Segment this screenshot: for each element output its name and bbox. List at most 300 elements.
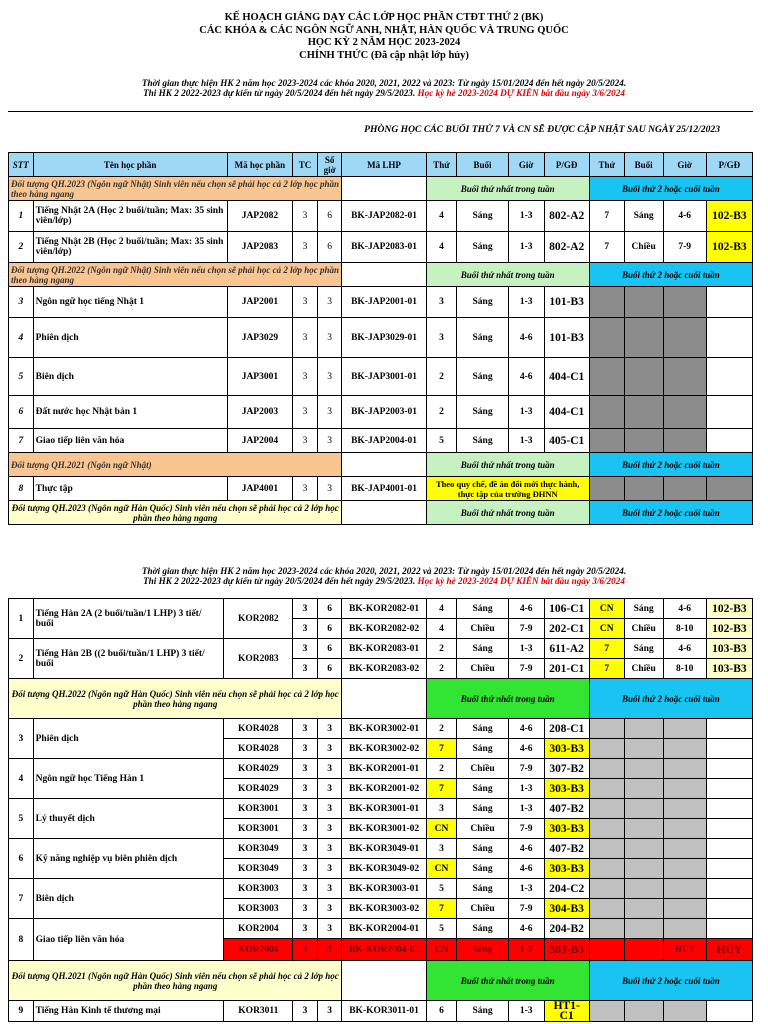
second-session-label: Buổi thứ 2 hoặc cuối tuần: [589, 263, 752, 287]
col-header: Thứ: [589, 153, 624, 177]
period-cell: 1-3: [508, 939, 544, 961]
room-cell: 102-B3: [706, 201, 752, 232]
course-code-cell: KOR2082: [224, 599, 293, 639]
class-code-cell: BK-JAP3001-01: [342, 358, 426, 396]
empty-cell: [624, 739, 663, 759]
col-header: TC: [293, 153, 318, 177]
group-label: Đối tượng QH.2023 (Ngôn ngữ Nhật) Sinh viên nếu chọn sẽ phải học cả 2 lớp học phần theo hàng ngang: [9, 177, 342, 201]
day-cell: 2: [426, 659, 457, 679]
credit-cell: 3: [293, 759, 318, 779]
session-cell: Sáng: [457, 799, 508, 819]
room-cell: 204-C2: [544, 879, 589, 899]
empty-cell: [624, 799, 663, 819]
table-row: [9, 719, 753, 739]
room-cell: 802-A2: [544, 201, 589, 232]
day-cell: 2: [426, 759, 457, 779]
course-code-cell: JAP3029: [227, 318, 293, 358]
group-label: Đối tượng QH.2023 (Ngôn ngữ Hàn Quốc) Sinh viên nếu chọn sẽ phải học cả 2 lớp học phần theo hàng ngang: [9, 501, 342, 525]
hours-cell: 6: [317, 232, 342, 263]
class-code-cell: BK-JAP4001-01: [342, 477, 426, 501]
course-name-cell: Phiên dịch: [33, 719, 224, 759]
empty-cell: [342, 961, 426, 1001]
class-code-cell: BK-KOR3001-02: [342, 819, 426, 839]
class-code-cell: BK-KOR3002-02: [342, 739, 426, 759]
session-cell: Sáng: [457, 358, 508, 396]
day-cell: 2: [426, 358, 457, 396]
info-exam-text: Thi HK 2 2022-2023 dự kiến từ ngày 20/5/2024 đến hết ngày 29/5/2023.: [143, 88, 418, 98]
empty-cell: [663, 899, 706, 919]
session-cell: Sáng: [457, 639, 508, 659]
empty-cell: [706, 759, 752, 779]
course-code-cell: JAP2001: [227, 287, 293, 318]
info-line-2: [0, 88, 768, 98]
period-cell: 1-3: [508, 396, 544, 429]
empty-cell: [663, 819, 706, 839]
hours-cell: 3: [317, 779, 342, 799]
course-name-cell: Giao tiếp liên văn hóa: [33, 429, 227, 453]
empty-cell: [663, 318, 706, 358]
class-code-cell: BK-KOR2004-01: [342, 919, 426, 939]
header-line-1: KẾ HOẠCH GIẢNG DẠY CÁC LỚP HỌC PHẦN CTĐT THỨ 2 (BK): [224, 12, 544, 23]
table-row: [9, 759, 753, 779]
stt-cell: 9: [9, 1001, 34, 1022]
internship-note: Theo quy chế, đề án đổi mới thực hành, thực tập của trường ĐHNN: [426, 477, 589, 501]
hours-cell: 6: [317, 619, 342, 639]
empty-cell: [589, 779, 624, 799]
session-cell: Chiều: [457, 819, 508, 839]
class-code-cell: BK-KOR3003-02: [342, 899, 426, 919]
hours-cell: 3: [317, 287, 342, 318]
course-code-cell: KOR4029: [224, 759, 293, 779]
hours-cell: 3: [317, 859, 342, 879]
table-row: [9, 639, 753, 659]
course-name-cell: Biên dịch: [33, 879, 224, 919]
divider: [8, 111, 753, 112]
class-code-cell: BK-KOR2001-01: [342, 759, 426, 779]
credit-cell: 3: [293, 1001, 318, 1022]
stt-cell: 3: [9, 719, 34, 759]
table-row: [9, 1001, 753, 1022]
stt-cell: 2: [9, 232, 34, 263]
col-header: Tên học phần: [33, 153, 227, 177]
period-cell: 7-9: [508, 899, 544, 919]
day-cell: 5: [426, 919, 457, 939]
empty-cell: [589, 879, 624, 899]
day-cell: 4: [426, 201, 457, 232]
day-cell: CN: [426, 819, 457, 839]
session-cell: Chiều: [457, 659, 508, 679]
empty-cell: [589, 358, 624, 396]
korean-schedule-table: [8, 598, 753, 1022]
session-cell: Sáng: [457, 429, 508, 453]
room-cell: 405-C1: [544, 429, 589, 453]
session-cell: Chiều: [457, 899, 508, 919]
empty-cell: [624, 779, 663, 799]
empty-cell: [663, 1001, 706, 1022]
period-cell: 4-6: [663, 639, 706, 659]
stt-cell: 6: [9, 839, 34, 879]
schedule-info-bottom: [0, 566, 768, 586]
empty-cell: [706, 429, 752, 453]
session-cell: Sáng: [457, 287, 508, 318]
empty-cell: [663, 477, 706, 501]
day-cell: 7: [426, 739, 457, 759]
day-cell: 5: [426, 429, 457, 453]
credit-cell: 3: [293, 719, 318, 739]
course-name-cell: Thực tập: [33, 477, 227, 501]
class-code-cell: BK-KOR2082-01: [342, 599, 426, 619]
room-cell: 102-B3: [706, 232, 752, 263]
room-cell: 802-A2: [544, 232, 589, 263]
class-code-cell: BK-JAP2083-01: [342, 232, 426, 263]
credit-cell: 3: [293, 232, 318, 263]
session-cell: Sáng: [457, 839, 508, 859]
table-row: [9, 358, 753, 396]
day-cell: CN: [589, 619, 624, 639]
period-cell: 4-6: [663, 201, 706, 232]
info-exam-text: Thi HK 2 2022-2023 dự kiến từ ngày 20/5/2024 đến hết ngày 29/5/2023.: [143, 576, 418, 586]
class-code-cell: BK-JAP2082-01: [342, 201, 426, 232]
hours-cell: 3: [317, 899, 342, 919]
course-code-cell: KOR2083: [224, 639, 293, 679]
period-cell: 7-9: [508, 819, 544, 839]
day-cell: 7: [426, 779, 457, 799]
credit-cell: 3: [293, 599, 318, 619]
hours-cell: 3: [317, 739, 342, 759]
col-header: Buổi: [624, 153, 663, 177]
second-session-label: Buổi thứ 2 hoặc cuối tuần: [589, 453, 752, 477]
table-row: [9, 232, 753, 263]
credit-cell: 3: [293, 287, 318, 318]
empty-cell: [706, 287, 752, 318]
empty-cell: [589, 477, 624, 501]
info-summer-text: Học kỳ hè 2023-2024 DỰ KIẾN bắt đầu ngày 3/6/2024: [417, 88, 625, 98]
empty-cell: [589, 919, 624, 939]
hours-cell: 3: [317, 477, 342, 501]
empty-cell: [589, 396, 624, 429]
day-cell: 3: [426, 839, 457, 859]
course-code-cell: KOR2004: [224, 919, 293, 939]
info-line-1: Thời gian thực hiện HK 2 năm học 2023-2024 các khóa 2020, 2021, 2022 và 2023: Từ ngày 15/01/2024 đến hết ngày 20/5/2024.: [141, 78, 627, 88]
empty-cell: [624, 919, 663, 939]
cancelled-cell: HỦY: [706, 939, 752, 961]
hours-cell: 3: [317, 799, 342, 819]
table-row: [9, 318, 753, 358]
room-cell: 204-B2: [544, 919, 589, 939]
day-cell: 4: [426, 619, 457, 639]
course-code-cell: JAP2004: [227, 429, 293, 453]
day-cell: 7: [589, 659, 624, 679]
stt-cell: 6: [9, 396, 34, 429]
course-code-cell: JAP2083: [227, 232, 293, 263]
credit-cell: 3: [293, 659, 318, 679]
room-cell: 303-B3: [544, 939, 589, 961]
session-cell: Sáng: [624, 639, 663, 659]
course-code-cell: KOR2004: [224, 939, 293, 961]
info-line-2: [0, 576, 768, 586]
period-cell: 1-3: [508, 429, 544, 453]
stt-cell: 7: [9, 429, 34, 453]
day-cell: 3: [426, 287, 457, 318]
course-code-cell: KOR4028: [224, 719, 293, 739]
period-cell: 8-10: [663, 619, 706, 639]
hours-cell: 6: [317, 639, 342, 659]
room-cell: 202-C1: [544, 619, 589, 639]
room-cell: 304-B3: [544, 899, 589, 919]
header-line-2: CÁC KHÓA & CÁC NGÔN NGỮ ANH, NHẬT, HÀN QUỐC VÀ TRUNG QUỐC: [199, 24, 569, 36]
room-cell: 303-B3: [544, 819, 589, 839]
credit-cell: 3: [293, 799, 318, 819]
room-cell: 208-C1: [544, 719, 589, 739]
course-name-cell: Giao tiếp liên văn hóa: [33, 919, 224, 961]
day-cell: 2: [426, 719, 457, 739]
period-cell: 1-3: [508, 799, 544, 819]
empty-cell: [706, 318, 752, 358]
col-header: Số giờ: [317, 153, 342, 177]
room-cell: 303-B3: [544, 739, 589, 759]
day-cell: 7: [426, 899, 457, 919]
course-code-cell: KOR3001: [224, 819, 293, 839]
room-cell: 103-B3: [706, 659, 752, 679]
empty-cell: [663, 396, 706, 429]
empty-cell: [624, 429, 663, 453]
table-row: [9, 287, 753, 318]
empty-cell: [706, 919, 752, 939]
hours-cell: 6: [317, 599, 342, 619]
class-code-cell: BK-KOR3049-01: [342, 839, 426, 859]
session-cell: Sáng: [457, 1001, 508, 1022]
course-code-cell: KOR3049: [224, 859, 293, 879]
course-name-cell: Ngôn ngữ học Tiếng Hàn 1: [33, 759, 224, 799]
course-name-cell: Phiên dịch: [33, 318, 227, 358]
day-cell: 2: [426, 639, 457, 659]
stt-cell: 8: [9, 919, 34, 961]
group-row: [9, 961, 753, 1001]
course-name-cell: Tiếng Hàn 2B ((2 buổi/tuần/1 LHP) 3 tiết/ buổi: [33, 639, 224, 679]
empty-cell: [663, 719, 706, 739]
course-code-cell: JAP2003: [227, 396, 293, 429]
empty-cell: [589, 287, 624, 318]
room-update-note: PHÒNG HỌC CÁC BUỔI THỨ 7 VÀ CN SẼ ĐƯỢC CẬP NHẬT SAU NGÀY 25/12/2023: [364, 124, 720, 135]
hours-cell: 6: [317, 201, 342, 232]
room-cell: 103-B3: [706, 639, 752, 659]
course-code-cell: KOR3003: [224, 899, 293, 919]
class-code-cell: BK-JAP3029-01: [342, 318, 426, 358]
day-cell: CN: [426, 859, 457, 879]
session-cell: Chiều: [624, 659, 663, 679]
table-header-row: [9, 153, 753, 177]
class-code-cell: BK-KOR3011-01: [342, 1001, 426, 1022]
session-cell: Sáng: [624, 599, 663, 619]
period-cell: 4-6: [508, 318, 544, 358]
room-cell: 201-C1: [544, 659, 589, 679]
empty-cell: [663, 799, 706, 819]
empty-cell: [706, 899, 752, 919]
empty-cell: [706, 859, 752, 879]
group-row: [9, 501, 753, 525]
credit-cell: 3: [293, 779, 318, 799]
stt-cell: 5: [9, 358, 34, 396]
session-cell: Sáng: [457, 318, 508, 358]
table-row: [9, 396, 753, 429]
empty-cell: [342, 501, 426, 525]
empty-cell: [706, 719, 752, 739]
col-header: Mã học phần: [227, 153, 293, 177]
room-cell: 101-B3: [544, 287, 589, 318]
hours-cell: 3: [317, 719, 342, 739]
empty-cell: [706, 477, 752, 501]
hours-cell: 3: [317, 396, 342, 429]
empty-cell: [706, 779, 752, 799]
hours-cell: 3: [317, 318, 342, 358]
col-header: Buổi: [457, 153, 508, 177]
empty-cell: [624, 939, 663, 961]
second-session-label: Buổi thứ 2 hoặc cuối tuần: [589, 177, 752, 201]
empty-cell: [663, 429, 706, 453]
empty-cell: [624, 318, 663, 358]
session-cell: Sáng: [457, 879, 508, 899]
day-cell: 3: [426, 799, 457, 819]
hours-cell: 6: [317, 659, 342, 679]
empty-cell: [589, 819, 624, 839]
header-line-4: CHÍNH THỨC (Đã cập nhật lớp hủy): [299, 49, 469, 61]
room-cell: 102-B3: [706, 599, 752, 619]
empty-cell: [663, 287, 706, 318]
col-header: STT: [9, 153, 34, 177]
empty-cell: [624, 759, 663, 779]
empty-cell: [342, 453, 426, 477]
room-cell: 407-B2: [544, 839, 589, 859]
table-row: [9, 429, 753, 453]
hours-cell: 3: [317, 358, 342, 396]
cancelled-cell: HUY: [663, 939, 706, 961]
period-cell: 1-3: [508, 1001, 544, 1022]
empty-cell: [624, 477, 663, 501]
empty-cell: [624, 839, 663, 859]
class-code-cell: BK-KOR2083-02: [342, 659, 426, 679]
course-code-cell: JAP2082: [227, 201, 293, 232]
day-cell: 4: [426, 599, 457, 619]
header-title: [0, 12, 768, 62]
col-header: P/GĐ: [706, 153, 752, 177]
stt-cell: 7: [9, 879, 34, 919]
session-cell: Chiều: [457, 759, 508, 779]
empty-cell: [589, 719, 624, 739]
empty-cell: [589, 759, 624, 779]
table-row: [9, 839, 753, 859]
credit-cell: 3: [293, 739, 318, 759]
empty-cell: [663, 759, 706, 779]
period-cell: 1-3: [508, 287, 544, 318]
course-name-cell: Lý thuyết dịch: [33, 799, 224, 839]
empty-cell: [663, 839, 706, 859]
empty-cell: [663, 739, 706, 759]
empty-cell: [589, 429, 624, 453]
stt-cell: 4: [9, 318, 34, 358]
class-code-cell: BK-JAP2003-01: [342, 396, 426, 429]
empty-cell: [624, 396, 663, 429]
col-header: Thứ: [426, 153, 457, 177]
session-cell: Sáng: [457, 232, 508, 263]
course-code-cell: KOR3011: [224, 1001, 293, 1022]
hours-cell: 3: [317, 1001, 342, 1022]
first-session-label: Buổi thứ nhất trong tuần: [426, 177, 589, 201]
table-row: [9, 201, 753, 232]
credit-cell: 3: [293, 396, 318, 429]
course-name-cell: Tiếng Hàn Kinh tế thương mại: [33, 1001, 224, 1022]
course-name-cell: Đất nước học Nhật bản 1: [33, 396, 227, 429]
first-session-label: Buổi thứ nhất trong tuần: [426, 263, 589, 287]
day-cell: 2: [426, 396, 457, 429]
group-row: [9, 453, 753, 477]
room-cell: 303-B3: [544, 859, 589, 879]
class-code-cell: BK-KOR3002-01: [342, 719, 426, 739]
empty-cell: [342, 177, 426, 201]
empty-cell: [663, 919, 706, 939]
group-row: [9, 263, 753, 287]
course-code-cell: KOR3049: [224, 839, 293, 859]
class-code-cell: BK-KOR2004-02: [342, 939, 426, 961]
credit-cell: 3: [293, 859, 318, 879]
empty-cell: [663, 859, 706, 879]
credit-cell: 3: [293, 839, 318, 859]
empty-cell: [624, 358, 663, 396]
empty-cell: [663, 879, 706, 899]
room-cell: 307-B2: [544, 759, 589, 779]
stt-cell: 8: [9, 477, 34, 501]
course-code-cell: KOR4028: [224, 739, 293, 759]
stt-cell: 5: [9, 799, 34, 839]
day-cell: CN: [589, 599, 624, 619]
group-row: [9, 177, 753, 201]
class-code-cell: BK-KOR3003-01: [342, 879, 426, 899]
room-cell: 102-B3: [706, 619, 752, 639]
empty-cell: [589, 839, 624, 859]
credit-cell: 3: [293, 477, 318, 501]
day-cell: 3: [426, 318, 457, 358]
empty-cell: [706, 739, 752, 759]
period-cell: 4-6: [663, 599, 706, 619]
period-cell: 4-6: [508, 599, 544, 619]
hours-cell: 3: [317, 939, 342, 961]
course-code-cell: KOR3001: [224, 799, 293, 819]
info-summer-text: Học kỳ hè 2023-2024 DỰ KIẾN bắt đầu ngày 3/6/2024: [417, 576, 625, 586]
col-header: Giờ: [508, 153, 544, 177]
class-code-cell: BK-KOR2082-02: [342, 619, 426, 639]
day-cell: 4: [426, 232, 457, 263]
info-line-1: Thời gian thực hiện HK 2 năm học 2023-2024 các khóa 2020, 2021, 2022 và 2023: Từ ngày 15/01/2024 đến hết ngày 20/5/2024.: [141, 566, 627, 576]
hours-cell: 3: [317, 759, 342, 779]
table-row: [9, 879, 753, 899]
course-code-cell: KOR3003: [224, 879, 293, 899]
session-cell: Sáng: [457, 599, 508, 619]
room-cell: 404-C1: [544, 358, 589, 396]
day-cell: 6: [426, 1001, 457, 1022]
room-cell: 101-B3: [544, 318, 589, 358]
class-code-cell: BK-KOR2083-01: [342, 639, 426, 659]
empty-cell: [589, 799, 624, 819]
room-cell: 303-B3: [544, 779, 589, 799]
stt-cell: 2: [9, 639, 34, 679]
room-cell: 106-C1: [544, 599, 589, 619]
credit-cell: 3: [293, 919, 318, 939]
empty-cell: [342, 679, 426, 719]
class-code-cell: BK-KOR3049-02: [342, 859, 426, 879]
session-cell: Sáng: [457, 719, 508, 739]
table-row: [9, 919, 753, 939]
period-cell: 1-3: [508, 639, 544, 659]
schedule-info-top: [0, 78, 768, 98]
